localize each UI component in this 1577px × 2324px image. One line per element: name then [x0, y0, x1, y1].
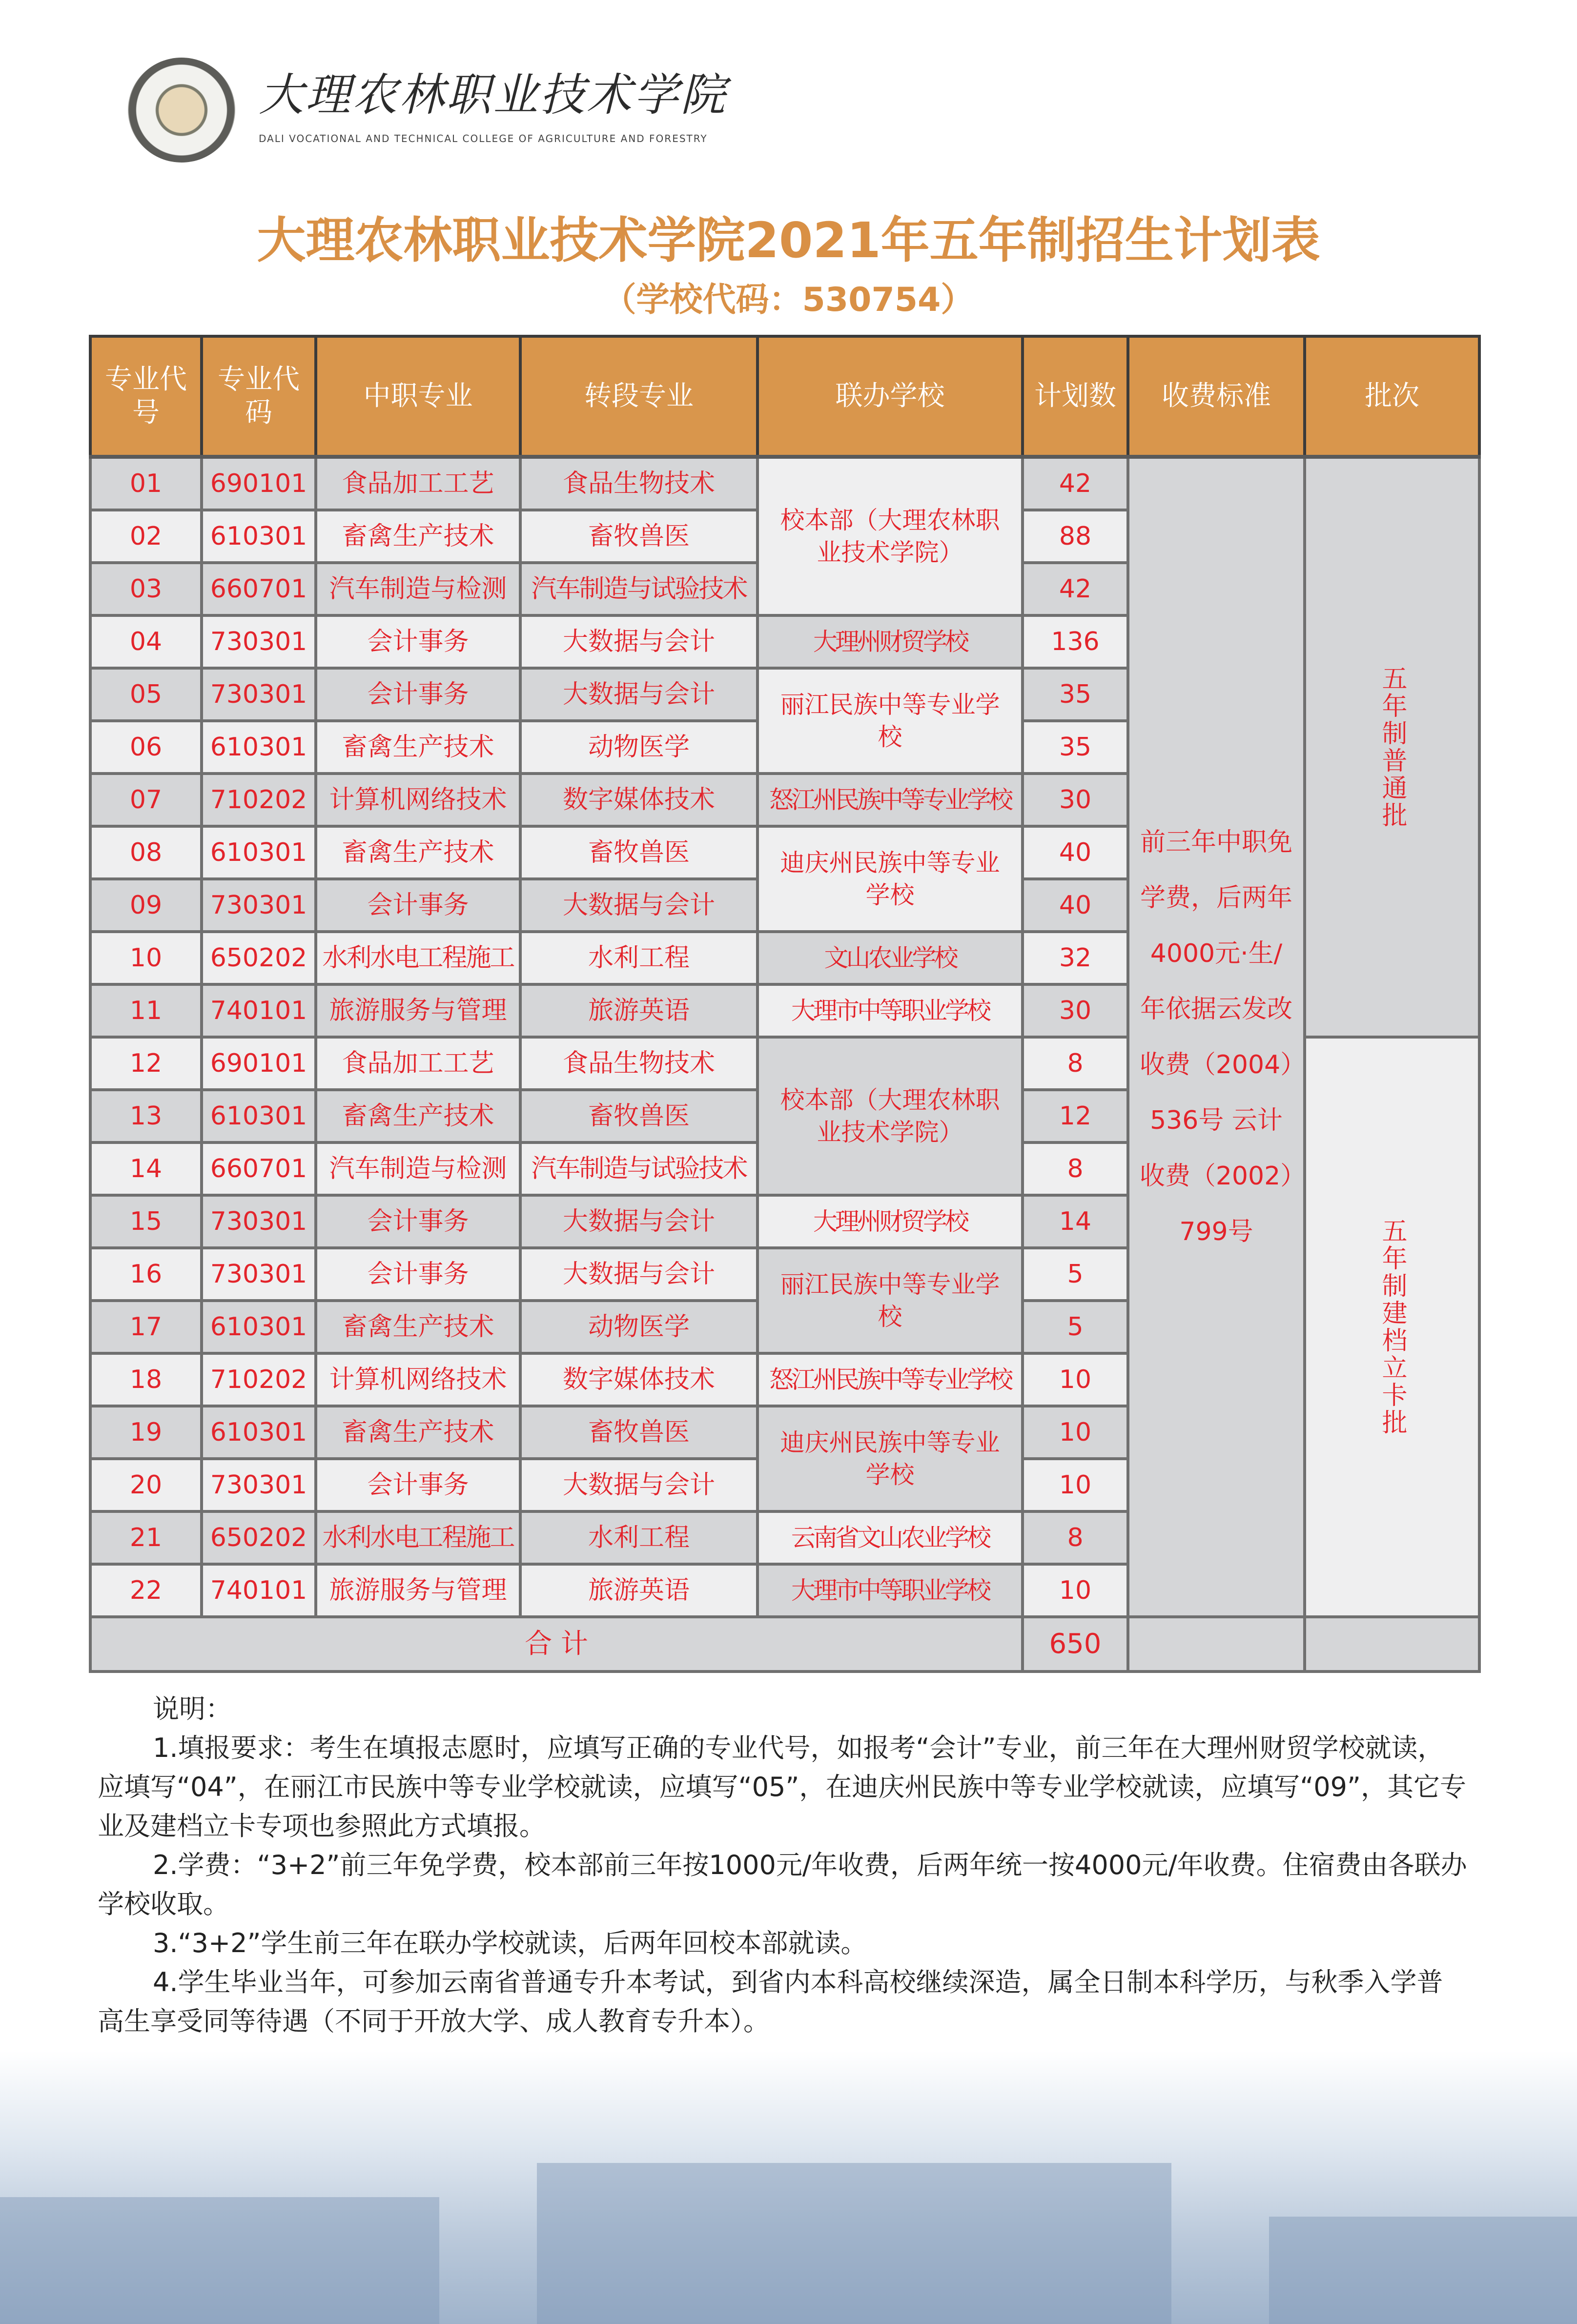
total-row [90, 1617, 1479, 1672]
cell-zd: 大数据与会计 [520, 1195, 758, 1248]
cell-plan: 30 [1023, 984, 1128, 1037]
cell-partner-school: 大理市中等职业学校 [758, 1564, 1023, 1617]
cell-plan: 14 [1023, 1195, 1128, 1248]
cell-plan: 10 [1023, 1564, 1128, 1617]
cell-code: 730301 [202, 615, 316, 668]
cell-partner-school: 怒江州民族中等专业学校 [758, 1353, 1023, 1406]
total-plan: 650 [1023, 1617, 1128, 1672]
cell-plan: 10 [1023, 1353, 1128, 1406]
total-fee-empty [1128, 1617, 1305, 1672]
cell-no: 07 [90, 774, 202, 826]
cell-partner-school: 迪庆州民族中等专业学校 [758, 826, 1023, 932]
cell-code: 740101 [202, 1564, 316, 1617]
cell-zd: 畜牧兽医 [520, 1090, 758, 1142]
cell-partner-school: 校本部（大理农林职业技术学院） [758, 1037, 1023, 1195]
cell-zz: 会计事务 [316, 1459, 520, 1511]
column-header: 计划数 [1023, 336, 1128, 457]
enrollment-plan-table [89, 335, 1481, 1673]
note-item: 4.学生毕业当年，可参加云南省普通专升本考试，到省内本科高校继续深造，属全日制本科学历，与秋季入学普高生享受同等待遇（不同于开放大学、成人教育专升本）。 [98, 1967, 1443, 2037]
cell-code: 690101 [202, 1037, 316, 1090]
note-item: 3.“3+2”学生前三年在联办学校就读，后两年回校本部就读。 [153, 1928, 867, 1958]
cell-partner-school: 丽江民族中等专业学校 [758, 668, 1023, 774]
cell-zd: 畜牧兽医 [520, 510, 758, 563]
cell-zd: 汽车制造与试验技术 [520, 1142, 758, 1195]
cell-code: 730301 [202, 1248, 316, 1301]
cell-code: 610301 [202, 721, 316, 774]
cell-plan: 35 [1023, 721, 1128, 774]
cell-zz: 汽车制造与检测 [316, 1142, 520, 1195]
cell-code: 730301 [202, 879, 316, 932]
cell-zz: 旅游服务与管理 [316, 1564, 520, 1617]
cell-code: 610301 [202, 1090, 316, 1142]
total-batch-empty [1305, 1617, 1479, 1672]
cell-no: 17 [90, 1301, 202, 1353]
cell-zd: 大数据与会计 [520, 1459, 758, 1511]
cell-zd: 大数据与会计 [520, 879, 758, 932]
cell-partner-school: 大理州财贸学校 [758, 1195, 1023, 1248]
cell-code: 730301 [202, 668, 316, 721]
cell-plan: 5 [1023, 1248, 1128, 1301]
total-label: 合 计 [90, 1617, 1023, 1672]
cell-zd: 食品生物技术 [520, 457, 758, 510]
cell-no: 02 [90, 510, 202, 563]
cell-partner-school: 校本部（大理农林职业技术学院） [758, 457, 1023, 615]
note-item: 2.学费：“3+2”前三年免学费，校本部前三年按1000元/年收费，后两年统一按4000元/年收费。住宿费由各联办学校收取。 [98, 1850, 1467, 1919]
cell-no: 21 [90, 1511, 202, 1564]
cell-no: 22 [90, 1564, 202, 1617]
cell-zz: 食品加工工艺 [316, 1037, 520, 1090]
cell-partner-school: 文山农业学校 [758, 932, 1023, 984]
cell-no: 11 [90, 984, 202, 1037]
cell-partner-school: 怒江州民族中等专业学校 [758, 774, 1023, 826]
cell-partner-school: 丽江民族中等专业学校 [758, 1248, 1023, 1353]
cell-zz: 会计事务 [316, 1248, 520, 1301]
main-content [89, 335, 1478, 2041]
page-title: 大理农林职业技术学院2021年五年制招生计划表 [257, 212, 1320, 269]
cell-zd: 大数据与会计 [520, 615, 758, 668]
column-header: 批次 [1305, 336, 1479, 457]
table-header-row [90, 336, 1479, 457]
cell-zz: 食品加工工艺 [316, 457, 520, 510]
cell-no: 01 [90, 457, 202, 510]
cell-zd: 数字媒体技术 [520, 774, 758, 826]
cell-plan: 8 [1023, 1037, 1128, 1090]
cell-code: 740101 [202, 984, 316, 1037]
sketch-roof [1269, 2217, 1577, 2324]
cell-zz: 汽车制造与检测 [316, 563, 520, 615]
cell-zz: 畜禽生产技术 [316, 721, 520, 774]
column-header: 转段专业 [520, 336, 758, 457]
cell-code: 710202 [202, 774, 316, 826]
school-code: （学校代码：530754） [603, 281, 974, 319]
cell-fee-standard: 前三年中职免学费，后两年4000元·生/年依据云发改收费（2004）536号 云计收费（2002）799号 [1128, 457, 1305, 1617]
note-item: 1.填报要求：考生在填报志愿时，应填写正确的专业代号，如报考“会计”专业，前三年在大理州财贸学校就读，应填写“04”，在丽江市民族中等专业学校就读，应填写“05”，在迪庆州民族中等专业学校就读，应填写“09”，其它专业及建档立卡专项也参照此方式填报。 [98, 1733, 1466, 1841]
cell-zz: 水利水电工程施工 [316, 1511, 520, 1564]
cell-zd: 旅游英语 [520, 984, 758, 1037]
cell-zd: 畜牧兽医 [520, 826, 758, 879]
cell-zz: 畜禽生产技术 [316, 1301, 520, 1353]
cell-plan: 42 [1023, 563, 1128, 615]
cell-code: 610301 [202, 1406, 316, 1459]
cell-no: 19 [90, 1406, 202, 1459]
notes-heading: 说明： [153, 1693, 232, 1724]
cell-no: 03 [90, 563, 202, 615]
notes-section [98, 1690, 1469, 2041]
cell-zz: 会计事务 [316, 615, 520, 668]
cell-zd: 大数据与会计 [520, 668, 758, 721]
cell-plan: 8 [1023, 1511, 1128, 1564]
cell-no: 05 [90, 668, 202, 721]
cell-code: 660701 [202, 1142, 316, 1195]
cell-no: 12 [90, 1037, 202, 1090]
cell-zz: 畜禽生产技术 [316, 510, 520, 563]
cell-zd: 动物医学 [520, 721, 758, 774]
cell-no: 04 [90, 615, 202, 668]
cell-partner-school: 迪庆州民族中等专业学校 [758, 1406, 1023, 1511]
cell-zz: 计算机网络技术 [316, 1353, 520, 1406]
cell-zd: 动物医学 [520, 1301, 758, 1353]
cell-zd: 数字媒体技术 [520, 1353, 758, 1406]
cell-plan: 5 [1023, 1301, 1128, 1353]
cell-code: 650202 [202, 1511, 316, 1564]
cell-zd: 食品生物技术 [520, 1037, 758, 1090]
cell-code: 730301 [202, 1195, 316, 1248]
table-row [90, 457, 1479, 510]
cell-no: 20 [90, 1459, 202, 1511]
cell-no: 13 [90, 1090, 202, 1142]
cell-plan: 12 [1023, 1090, 1128, 1142]
cell-code: 730301 [202, 1459, 316, 1511]
cell-plan: 10 [1023, 1406, 1128, 1459]
cell-zd: 水利工程 [520, 1511, 758, 1564]
cell-no: 18 [90, 1353, 202, 1406]
cell-zz: 会计事务 [316, 668, 520, 721]
cell-no: 08 [90, 826, 202, 879]
cell-zz: 畜禽生产技术 [316, 1090, 520, 1142]
column-header: 专业代号 [90, 336, 202, 457]
column-header: 联办学校 [758, 336, 1023, 457]
logo-name-cn: 大理农林职业技术学院 [259, 69, 728, 121]
cell-partner-school: 大理州财贸学校 [758, 615, 1023, 668]
cell-plan: 32 [1023, 932, 1128, 984]
cell-code: 610301 [202, 1301, 316, 1353]
cell-plan: 40 [1023, 826, 1128, 879]
cell-code: 610301 [202, 510, 316, 563]
cell-code: 660701 [202, 563, 316, 615]
cell-zz: 会计事务 [316, 879, 520, 932]
cell-plan: 40 [1023, 879, 1128, 932]
cell-zz: 会计事务 [316, 1195, 520, 1248]
cell-zz: 计算机网络技术 [316, 774, 520, 826]
cell-zd: 汽车制造与试验技术 [520, 563, 758, 615]
logo-name-en: DALI VOCATIONAL AND TECHNICAL COLLEGE OF AGRICULTURE AND FORESTRY [259, 133, 708, 144]
cell-no: 09 [90, 879, 202, 932]
cell-batch: 五年制建档立卡批 [1305, 1037, 1479, 1617]
cell-plan: 88 [1023, 510, 1128, 563]
cell-plan: 8 [1023, 1142, 1128, 1195]
cell-partner-school: 大理市中等职业学校 [758, 984, 1023, 1037]
cell-no: 16 [90, 1248, 202, 1301]
column-header: 专业代码 [202, 336, 316, 457]
college-seal-logo [128, 58, 235, 163]
cell-plan: 42 [1023, 457, 1128, 510]
column-header: 中职专业 [316, 336, 520, 457]
cell-no: 14 [90, 1142, 202, 1195]
cell-zd: 旅游英语 [520, 1564, 758, 1617]
cell-code: 690101 [202, 457, 316, 510]
cell-code: 610301 [202, 826, 316, 879]
cell-plan: 35 [1023, 668, 1128, 721]
cell-zd: 大数据与会计 [520, 1248, 758, 1301]
cell-zz: 畜禽生产技术 [316, 1406, 520, 1459]
cell-zz: 畜禽生产技术 [316, 826, 520, 879]
cell-zz: 旅游服务与管理 [316, 984, 520, 1037]
cell-zd: 畜牧兽医 [520, 1406, 758, 1459]
cell-no: 15 [90, 1195, 202, 1248]
cell-zd: 水利工程 [520, 932, 758, 984]
background-campus-sketch [0, 2051, 1577, 2324]
cell-code: 650202 [202, 932, 316, 984]
sketch-roof [0, 2197, 439, 2324]
cell-partner-school: 云南省文山农业学校 [758, 1511, 1023, 1564]
cell-no: 06 [90, 721, 202, 774]
cell-batch: 五年制普通批 [1305, 457, 1479, 1037]
cell-plan: 30 [1023, 774, 1128, 826]
cell-plan: 10 [1023, 1459, 1128, 1511]
cell-plan: 136 [1023, 615, 1128, 668]
cell-zz: 水利水电工程施工 [316, 932, 520, 984]
cell-no: 10 [90, 932, 202, 984]
cell-code: 710202 [202, 1353, 316, 1406]
sketch-roof [537, 2163, 1171, 2324]
column-header: 收费标准 [1128, 336, 1305, 457]
